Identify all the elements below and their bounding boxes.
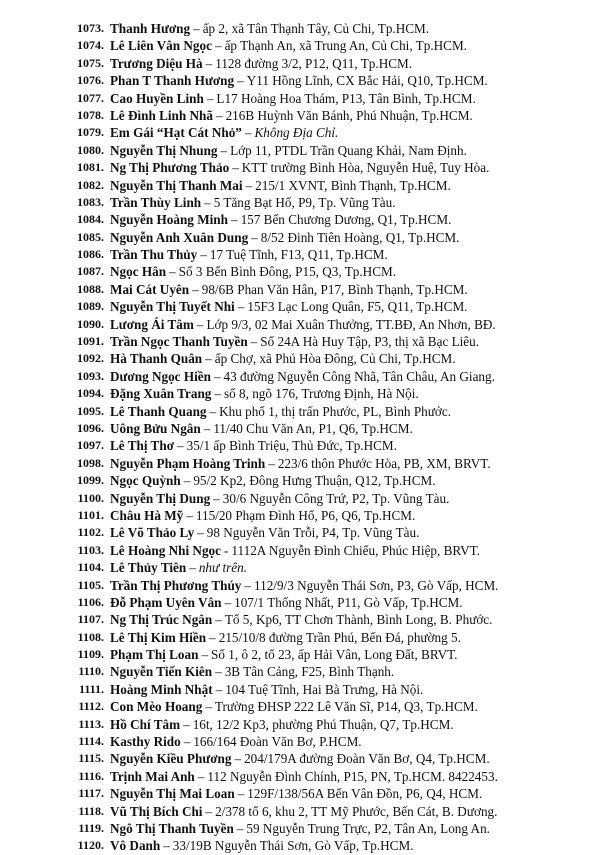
entry-separator: –: [234, 751, 242, 767]
list-item: [0, 194, 595, 211]
entry-address: 223/6 thôn Phước Hòa, PB, XM, BRVT.: [277, 455, 491, 471]
entry-address: số 8, ngõ 176, Trương Định, Hà Nội.: [223, 386, 419, 402]
entry-number: 1089.: [77, 299, 104, 314]
entry-name: Nguyễn Tiến Kiên: [110, 664, 213, 680]
entry-number: 1104.: [77, 560, 104, 575]
entry-name: Nguyễn Thị Nhung: [110, 142, 218, 158]
entry-text: [110, 368, 581, 385]
entry-number: 1085.: [77, 229, 104, 244]
entry-name: Mai Cát Uyên: [110, 281, 190, 297]
entry-number: 1081.: [77, 160, 104, 175]
list-item: [0, 820, 595, 837]
list-item: [0, 455, 595, 472]
entry-text: [110, 490, 581, 507]
entry-address: 2/378 tổ 6, khu 2, TT Mỹ Phước, Bến Cát, B. Dương.: [215, 803, 498, 819]
entry-address: Không Địa Chỉ.: [254, 125, 339, 141]
entry-number: 1112.: [78, 699, 104, 714]
entry-address: Số 24A Hà Huy Tập, P3, thị xã Bạc Liêu.: [260, 334, 480, 350]
entry-separator: –: [230, 212, 238, 228]
list-item: [0, 507, 595, 524]
entry-number: 1086.: [77, 247, 104, 262]
entry-number: 1110.: [78, 664, 104, 679]
entry-text: [110, 72, 581, 89]
entry-name: Trần Thu Thủy: [110, 247, 198, 263]
list-item: [0, 37, 595, 54]
entry-number: 1096.: [77, 420, 104, 435]
entry-address: 129F/138/56A Bến Vân Đồn, P6, Q4, HCM.: [247, 786, 483, 802]
entry-address: ấp Chợ, xã Phú Hòa Đông, Củ Chi, Tp.HCM.: [214, 351, 456, 367]
entry-address: 11/40 Chu Văn An, P1, Q6, Tp.HCM.: [213, 420, 413, 436]
entry-separator: –: [244, 577, 251, 593]
entry-name: Cao Huyền Linh: [110, 90, 204, 106]
entry-text: [110, 437, 581, 454]
entry-separator: –: [177, 438, 184, 454]
entry-number: 1084.: [77, 212, 104, 227]
entry-address: KTT trường Bình Hòa, Nguyễn Huệ, Tuy Hòa.: [241, 160, 490, 176]
entry-separator: –: [192, 281, 199, 297]
entry-number: 1092.: [77, 351, 104, 366]
entry-separator: –: [214, 386, 221, 402]
entry-text: [110, 124, 581, 141]
entry-text: [110, 107, 581, 124]
entry-address: 16t, 12/2 Kp3, phường Phú Thuận, Q7, Tp.HCM.: [192, 716, 454, 732]
entry-address: 104 Tuệ Tĩnh, Hai Bà Trưng, Hà Nội.: [225, 681, 424, 697]
list-item: [0, 333, 595, 350]
entry-separator: –: [183, 734, 191, 750]
entry-name: Nguyễn Thị Dung: [110, 490, 211, 506]
entry-name: Châu Hà Mỹ: [110, 507, 184, 523]
entry-address: 30/6 Nguyễn Công Trứ, P2, Tp. Vũng Tàu.: [222, 490, 450, 506]
list-item: [0, 785, 595, 802]
entry-text: [110, 698, 581, 715]
entry-text: [110, 385, 581, 402]
list-item: [0, 124, 595, 141]
entry-text: [110, 733, 581, 750]
list-item: [0, 542, 595, 559]
entry-text: [110, 211, 581, 228]
entry-address: L17 Hoàng Hoa Thám, P13, Tân Bình, Tp.HCM.: [216, 90, 476, 106]
entry-separator: –: [169, 264, 176, 280]
entry-name: Nguyễn Thị Mai Loan: [110, 786, 235, 802]
entry-separator: –: [186, 507, 193, 523]
entry-separator: –: [205, 351, 212, 367]
entry-name: Lê Liên Vân Ngọc: [110, 38, 212, 54]
list-item: [0, 733, 595, 750]
entry-number: 1077.: [77, 90, 104, 105]
list-item: [0, 211, 595, 228]
entry-address: Số 1, ô 2, tổ 23, ấp Hải Vân, Long Đất, BRVT.: [211, 647, 458, 663]
entry-number: 1088.: [77, 281, 104, 296]
entry-address: 115/20 Phạm Đình Hổ, P6, Q6, Tp.HCM.: [195, 507, 416, 523]
entry-address: 95/2 Kp2, Đông Hưng Thuận, Q12, Tp.HCM.: [193, 473, 436, 489]
entry-text: [110, 246, 581, 263]
entry-address: 204/179A đường Đoàn Văn Bơ, Q4, Tp.HCM.: [244, 751, 490, 767]
entry-name: Lê Hoàng Nhi Ngọc: [110, 542, 221, 558]
entry-separator: -: [224, 542, 229, 558]
entry-address: 216B Huỳnh Văn Bánh, Phú Nhuận, Tp.HCM.: [225, 107, 473, 123]
entry-number: 1119.: [78, 820, 104, 835]
entry-number: 1094.: [77, 386, 104, 401]
entry-text: [110, 403, 581, 420]
entry-separator: –: [237, 786, 245, 802]
entry-separator: –: [200, 247, 207, 263]
entry-number: 1079.: [77, 125, 104, 140]
entry-number: 1080.: [77, 142, 104, 157]
entry-name: Vũ Thị Bích Chi: [110, 803, 203, 819]
address-list: [0, 20, 595, 855]
entry-text: [110, 611, 581, 628]
entry-separator: –: [213, 368, 221, 384]
entry-name: Đặng Xuân Trang: [110, 386, 212, 402]
entry-address: 8/52 Đinh Tiên Hoàng, Q1, Tp.HCM.: [260, 229, 460, 245]
entry-number: 1113.: [78, 716, 104, 731]
list-item: [0, 246, 595, 263]
list-item: [0, 298, 595, 315]
list-item: [0, 142, 595, 159]
entry-name: Con Mèo Hoang: [110, 699, 203, 715]
entry-separator: –: [189, 560, 196, 576]
entry-separator: –: [204, 194, 211, 210]
entry-separator: –: [245, 177, 253, 193]
list-item: [0, 90, 595, 107]
entry-name: Ngọc Quỳnh: [110, 473, 181, 489]
entry-separator: –: [220, 142, 228, 158]
list-item: [0, 768, 595, 785]
entry-address: 98/6B Phan Văn Hân, P17, Bình Thạnh, Tp.HCM.: [201, 281, 468, 297]
entry-address: 15F3 Lạc Long Quân, F5, Q11, Tp.HCM.: [247, 299, 468, 315]
entry-text: [110, 194, 581, 211]
entry-text: [110, 681, 581, 698]
entry-separator: –: [196, 316, 204, 332]
entry-address: Tổ 5, Kp6, TT Chơn Thành, Bình Long, B. Phước.: [224, 612, 493, 628]
entry-name: Kasthy Rido: [110, 734, 181, 750]
entry-text: [110, 281, 581, 298]
entry-text: [110, 20, 581, 37]
entry-name: Lê Thanh Quang: [110, 403, 207, 419]
entry-name: Nguyễn Anh Xuân Dung: [110, 229, 249, 245]
list-item: [0, 159, 595, 176]
entry-number: 1105.: [77, 577, 104, 592]
entry-address: ấp Thạnh An, xã Trung An, Củ Chi, Tp.HCM.: [224, 38, 467, 54]
entry-name: Em Gái “Hạt Cát Nhỏ”: [110, 125, 242, 141]
entry-text: [110, 785, 581, 802]
entry-text: [110, 750, 581, 767]
entry-separator: –: [232, 160, 239, 176]
entry-separator: –: [203, 420, 211, 436]
entry-text: [110, 333, 581, 350]
entry-text: [110, 837, 581, 854]
entry-text: [110, 263, 581, 280]
entry-number: 1106.: [77, 594, 104, 609]
entry-text: [110, 629, 581, 646]
list-item: [0, 663, 595, 680]
entry-text: [110, 177, 581, 194]
entry-address: Số 3 Bến Bình Đông, P15, Q3, Tp.HCM.: [178, 264, 397, 280]
entry-number: 1075.: [77, 55, 104, 70]
list-item: [0, 177, 595, 194]
entry-number: 1100.: [77, 490, 104, 505]
entry-name: Dương Ngọc Hiền: [110, 368, 211, 384]
entry-number: 1090.: [77, 316, 104, 331]
entry-text: [110, 716, 581, 733]
entry-number: 1099.: [77, 473, 104, 488]
entry-address: ấp 2, xã Tân Thạnh Tây, Củ Chi, Tp.HCM.: [202, 21, 430, 36]
entry-number: 1118.: [78, 803, 104, 818]
entry-address: 112/9/3 Nguyễn Thái Sơn, P3, Gò Vấp, HCM.: [254, 577, 499, 593]
entry-address: như trên.: [198, 560, 248, 576]
list-item: [0, 229, 595, 246]
entry-address: 98 Nguyễn Văn Trỗi, P4, Tp. Vũng Tàu.: [206, 525, 420, 541]
entry-address: 166/164 Đoàn Văn Bơ, P.HCM.: [193, 734, 362, 750]
list-item: [0, 20, 595, 37]
entry-address: 1112A Nguyễn Đình Chiểu, Phúc Hiệp, BRVT.: [231, 542, 481, 558]
list-item: [0, 420, 595, 437]
entry-name: Lương Ái Tâm: [110, 316, 194, 332]
list-item: [0, 577, 595, 594]
entry-number: 1098.: [77, 455, 104, 470]
entry-name: Thanh Hương: [110, 21, 191, 36]
entry-number: 1101.: [77, 507, 104, 522]
entry-separator: –: [183, 716, 190, 732]
entry-number: 1076.: [77, 73, 104, 88]
entry-name: Trần Ngọc Thanh Tuyền: [110, 334, 248, 350]
entry-name: Ng Thị Phương Thảo: [110, 160, 230, 176]
entry-separator: –: [206, 90, 214, 106]
entry-address: 1128 đường 3/2, P12, Q11, Tp.HCM.: [215, 55, 413, 71]
entry-text: [110, 663, 581, 680]
entry-address: Khu phố 1, thị trấn Phước, PL, Bình Phước.: [219, 403, 452, 419]
entry-name: Lê Võ Thảo Ly: [110, 525, 195, 541]
entry-name: Uông Bửu Ngân: [110, 420, 201, 436]
entry-address: Lớp 9/3, 02 Mai Xuân Thưởng, TT.BĐ, An Nhơn, BĐ.: [206, 316, 496, 332]
entry-name: Nguyễn Hoàng Minh: [110, 212, 228, 228]
entry-separator: –: [205, 803, 213, 819]
list-item: [0, 107, 595, 124]
list-item: [0, 646, 595, 663]
list-item: [0, 437, 595, 454]
entry-name: Nguyễn Kiều Phương: [110, 751, 232, 767]
entry-separator: –: [236, 820, 244, 836]
list-item: [0, 629, 595, 646]
list-item: [0, 611, 595, 628]
entry-separator: –: [237, 73, 244, 89]
entry-separator: –: [250, 334, 258, 350]
entry-name: Nguyễn Phạm Hoàng Trinh: [110, 455, 266, 471]
entry-number: 1091.: [77, 334, 104, 349]
list-item: [0, 368, 595, 385]
entry-separator: –: [205, 55, 213, 71]
entry-number: 1107.: [77, 612, 104, 627]
entry-name: Ng Thị Trúc Ngân: [110, 612, 213, 628]
entry-separator: –: [183, 473, 191, 489]
entry-name: Hồ Chí Tâm: [110, 716, 181, 732]
entry-address: 17 Tuệ Tĩnh, F13, Q11, Tp.HCM.: [209, 247, 388, 263]
list-item: [0, 559, 595, 576]
entry-address: 35/1 ấp Bình Triệu, Thủ Đức, Tp.HCM.: [186, 438, 397, 454]
entry-name: Ngô Thị Thanh Tuyền: [110, 820, 234, 836]
entry-separator: –: [237, 299, 245, 315]
entry-separator: –: [201, 647, 209, 663]
entry-separator: –: [209, 403, 217, 419]
list-item: [0, 72, 595, 89]
entry-text: [110, 316, 581, 333]
entry-name: Lê Thủy Tiên: [110, 560, 187, 576]
entry-address: 215/10/8 đường Trần Phú, Bến Đá, phường 5.: [218, 629, 461, 645]
entry-number: 1087.: [77, 264, 104, 279]
list-item: [0, 803, 595, 820]
entry-number: 1078.: [77, 107, 104, 122]
entry-text: [110, 646, 581, 663]
entry-name: Lê Đình Linh Nhã: [110, 107, 213, 123]
entry-text: [110, 55, 581, 72]
entry-text: [110, 524, 581, 541]
entry-separator: –: [215, 612, 222, 628]
entry-text: [110, 472, 581, 489]
list-item: [0, 490, 595, 507]
list-item: [0, 316, 595, 333]
entry-separator: –: [214, 38, 222, 54]
entry-name: Trịnh Mai Anh: [110, 768, 195, 784]
entry-address: 215/1 XVNT, Bình Thạnh, Tp.HCM.: [255, 177, 451, 193]
list-item: [0, 716, 595, 733]
entry-separator: –: [209, 629, 216, 645]
entry-number: 1095.: [77, 403, 104, 418]
entry-text: [110, 90, 581, 107]
entry-text: [110, 803, 581, 820]
entry-text: [110, 542, 581, 559]
entry-address: 33/19B Nguyễn Thái Sơn, Gò Vấp, Tp.HCM.: [172, 838, 414, 854]
list-item: [0, 403, 595, 420]
entry-number: 1115.: [78, 751, 104, 766]
entry-separator: –: [213, 490, 220, 506]
list-item: [0, 750, 595, 767]
entry-number: 1103.: [77, 542, 104, 557]
entry-text: [110, 507, 581, 524]
entry-text: [110, 559, 581, 576]
entry-name: Trần Thùy Linh: [110, 194, 202, 210]
entry-number: 1117.: [78, 786, 104, 801]
list-item: [0, 594, 595, 611]
entry-address: Y11 Hồng Lĩnh, CX Bắc Hải, Q10, Tp.HCM.: [246, 73, 488, 89]
entry-address: Lớp 11, PTDL Trần Quang Khải, Nam Định.: [230, 142, 467, 158]
list-item: [0, 55, 595, 72]
entry-number: 1116.: [78, 768, 104, 783]
list-item: [0, 385, 595, 402]
entry-number: 1083.: [77, 194, 104, 209]
entry-text: [110, 229, 581, 246]
entry-separator: –: [268, 455, 275, 471]
entry-number: 1114.: [78, 734, 104, 749]
entry-separator: –: [215, 664, 222, 680]
entry-text: [110, 577, 581, 594]
entry-name: Trương Diệu Hà: [110, 55, 203, 71]
entry-separator: –: [163, 838, 170, 854]
entry-name: Phạm Thị Loan: [110, 647, 199, 663]
entry-separator: –: [251, 229, 258, 245]
list-item: [0, 681, 595, 698]
entry-number: 1073.: [77, 21, 104, 35]
entry-name: Lê Thị Kim Hiền: [110, 629, 207, 645]
entry-separator: –: [205, 699, 212, 715]
entry-text: [110, 37, 581, 54]
entry-address: 3B Tân Cảng, F25, Bình Thạnh.: [224, 664, 395, 680]
entry-separator: –: [244, 125, 252, 141]
list-item: [0, 472, 595, 489]
entry-number: 1109.: [77, 647, 104, 662]
entry-text: [110, 768, 581, 785]
entry-name: Nguyễn Thị Thanh Mai: [110, 177, 243, 193]
entry-name: Hoàng Minh Nhật: [110, 681, 213, 697]
entry-name: Lê Thị Thơ: [110, 438, 174, 454]
list-item: [0, 837, 595, 854]
entry-separator: –: [224, 594, 232, 610]
entry-name: Đỗ Phạm Uyên Vân: [110, 594, 222, 610]
entry-address: 107/1 Thống Nhất, P11, Gò Vấp, Tp.HCM.: [234, 594, 463, 610]
entry-separator: –: [215, 681, 223, 697]
entry-text: [110, 350, 581, 367]
entry-number: 1097.: [77, 438, 104, 453]
entry-address: 59 Nguyễn Trung Trực, P2, Tân An, Long An.: [246, 820, 490, 836]
entry-address: Trường ĐHSP 222 Lê Văn Sĩ, P14, Q3, Tp.HCM.: [214, 699, 478, 715]
entry-address: 157 Bến Chương Dương, Q1, Tp.HCM.: [240, 212, 452, 228]
list-item: [0, 263, 595, 280]
entry-number: 1108.: [77, 629, 104, 644]
entry-separator: –: [215, 107, 223, 123]
entry-name: Hà Thanh Quân: [110, 351, 203, 367]
entry-text: [110, 594, 581, 611]
entry-separator: –: [193, 21, 200, 36]
list-item: [0, 524, 595, 541]
entry-name: Vô Danh: [110, 838, 161, 854]
entry-name: Trần Thị Phương Thúy: [110, 577, 242, 593]
list-item: [0, 281, 595, 298]
entry-separator: –: [197, 768, 205, 784]
entry-text: [110, 298, 581, 315]
entry-name: Ngọc Hân: [110, 264, 167, 280]
entry-number: 1093.: [77, 368, 104, 383]
entry-text: [110, 420, 581, 437]
entry-number: 1111.: [78, 681, 104, 696]
entry-address: 112 Nguyễn Đình Chính, P15, PN, Tp.HCM. 8422453.: [207, 768, 498, 784]
entry-text: [110, 159, 581, 176]
entry-address: 5 Tăng Bạt Hổ, P9, Tp. Vũng Tàu.: [213, 194, 396, 210]
entry-number: 1120.: [77, 838, 104, 853]
entry-text: [110, 820, 581, 837]
entry-name: Phan T Thanh Hương: [110, 73, 235, 89]
entry-text: [110, 455, 581, 472]
list-item: [0, 350, 595, 367]
entry-separator: –: [197, 525, 204, 541]
entry-address: 43 đường Nguyễn Công Nhã, Tân Châu, An Giang.: [223, 368, 495, 384]
entry-number: 1082.: [77, 177, 104, 192]
list-item: [0, 698, 595, 715]
entry-text: [110, 142, 581, 159]
entry-name: Nguyễn Thị Tuyết Nhi: [110, 299, 235, 315]
entry-number: 1102.: [77, 525, 104, 540]
entry-number: 1074.: [77, 38, 104, 53]
